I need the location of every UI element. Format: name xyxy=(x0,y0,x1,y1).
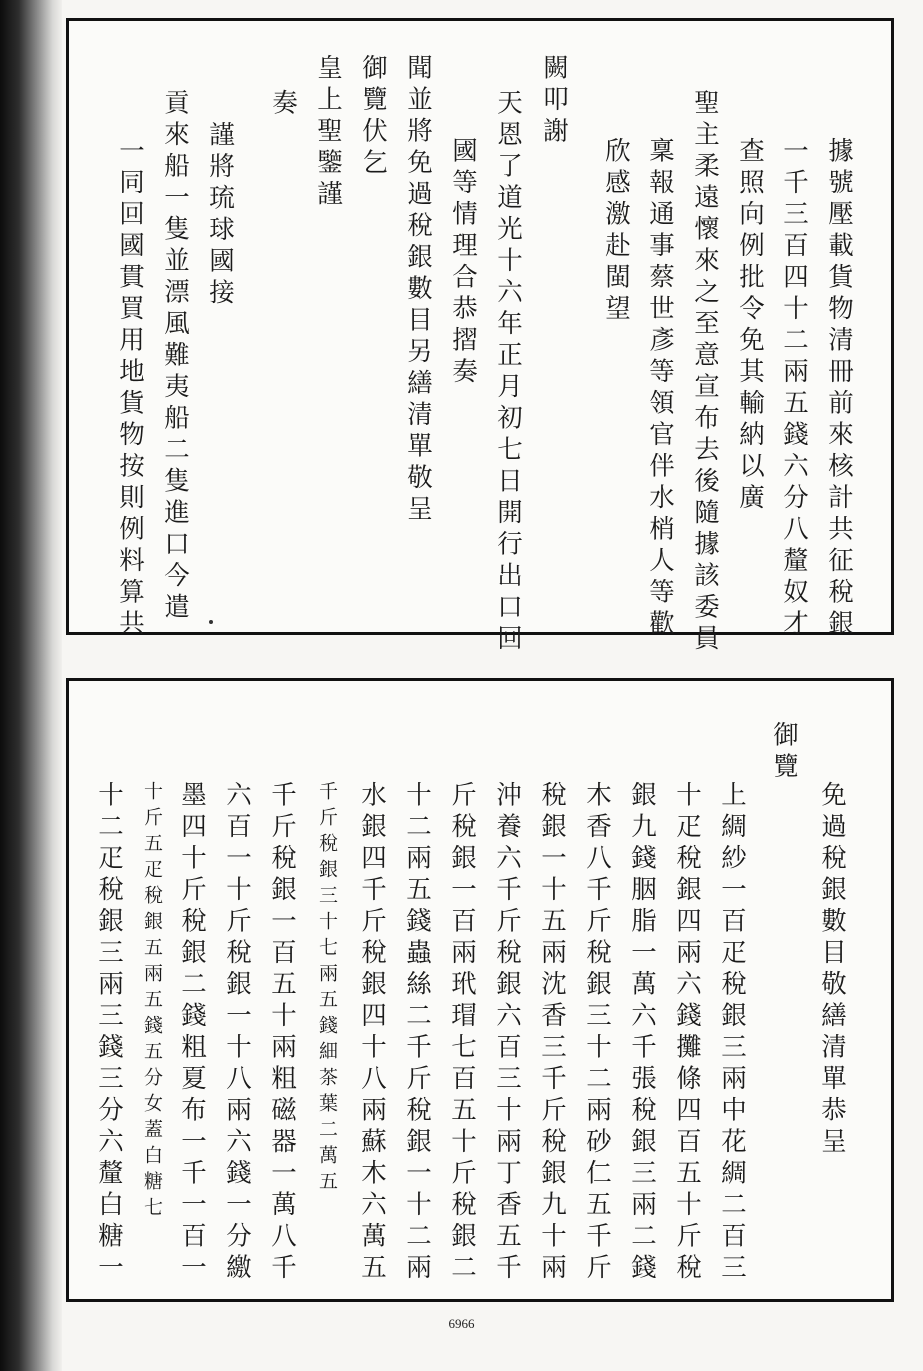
text-column: 據號壓載貨物清冊前來核計共征稅銀 xyxy=(824,137,854,641)
text-column: 御覽伏乞 xyxy=(358,54,388,180)
text-column: 欣感激赴閩望 xyxy=(601,137,631,326)
text-column: 上綢紗一百疋稅銀三兩中花綢二百三 xyxy=(717,781,747,1285)
list-title-column: 免過稅銀數目敬繕清單恭呈 xyxy=(817,781,847,1159)
text-column: 闕叩謝 xyxy=(539,54,569,149)
text-column: 銀九錢胭脂一萬六千張稅銀三兩二錢 xyxy=(627,781,657,1285)
text-column: 天恩了道光十六年正月初七日開行出口回 xyxy=(493,89,523,656)
text-column: 沖養六千斤稅銀六百三十兩丁香五千 xyxy=(492,781,522,1285)
text-column: 稟報通事蔡世彥等領官伴水梢人等歡 xyxy=(645,137,675,641)
text-column: 木香八千斤稅銀三十二兩砂仁五千斤 xyxy=(582,781,612,1285)
text-column: 水銀四千斤稅銀四十八兩蘇木六萬五 xyxy=(357,781,387,1285)
text-column: 查照向例批令免其輸納以廣 xyxy=(735,137,765,515)
text-column: 御覽 xyxy=(769,721,799,784)
text-column: 國等情理合恭摺奏 xyxy=(448,137,478,389)
text-column: 十疋稅銀四兩六錢攤條四百五十斤稅 xyxy=(672,781,702,1285)
text-column: 一千三百四十二兩五錢六分八釐奴才 xyxy=(779,137,809,641)
text-column: 聖主柔遠懷來之至意宣布去後隨據該委員 xyxy=(690,89,720,656)
text-column: 貢來船一隻並漂風難夷船二隻進口今遣 xyxy=(160,89,190,625)
text-column: 一同回國貫買用地貨物按則例料算共 xyxy=(115,137,145,641)
tax-exemption-list-panel xyxy=(66,678,894,1302)
text-column: 六百一十斤稅銀一十八兩六錢一分繳 xyxy=(222,781,252,1285)
text-column: 謹將琉球國接 xyxy=(205,121,235,310)
memorial-text-panel xyxy=(66,18,894,656)
text-column: 千斤稅銀一百五十兩粗磁器一萬八千 xyxy=(267,781,297,1285)
text-column: 皇上聖鑒謹 xyxy=(313,54,343,212)
ink-speck xyxy=(209,620,213,624)
page-number: 6966 xyxy=(448,1316,475,1331)
text-column: 稅銀一十五兩沈香三千斤稅銀九十兩 xyxy=(537,781,567,1285)
text-column: 墨四十斤稅銀二錢粗夏布一千一百一 xyxy=(177,781,207,1285)
text-column: 斤稅銀一百兩玳瑁七百五十斤稅銀二 xyxy=(447,781,477,1285)
text-column: 聞並將免過稅銀數目另繕清單敬呈 xyxy=(403,54,433,527)
text-column: 十二兩五錢蟲絲二千斤稅銀一十二兩 xyxy=(402,781,432,1285)
text-column: 奏 xyxy=(268,89,298,121)
text-column: 十斤五疋稅銀五兩五錢五分女蓋白糖七 xyxy=(141,781,163,1223)
text-column: 十二疋稅銀三兩三錢三分六釐白糖一 xyxy=(94,781,124,1285)
text-column: 千斤稅銀三十七兩五錢細茶葉二萬五 xyxy=(316,781,338,1197)
book-binding-gutter xyxy=(0,0,62,1371)
